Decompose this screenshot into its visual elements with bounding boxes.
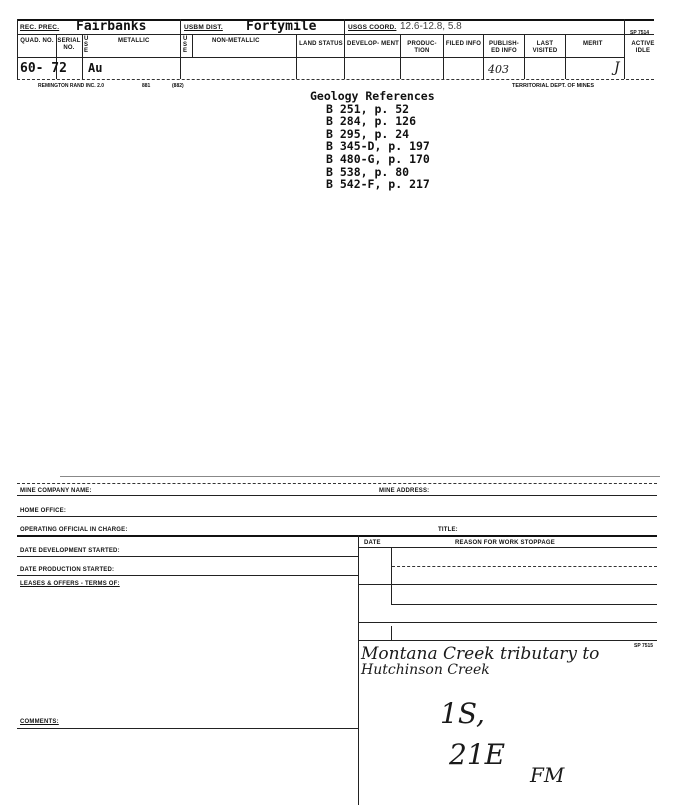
date-label: DATE (364, 540, 381, 546)
handwritten-meridian: FM (530, 763, 565, 787)
reference-item: B 538, p. 80 (326, 164, 410, 179)
header-vline (624, 19, 625, 79)
date-production-label: DATE PRODUCTION STARTED: (20, 567, 115, 573)
header-label-rule (17, 57, 625, 58)
lower-rule (17, 516, 657, 517)
non-metallic-label: NON-METALLIC (212, 38, 260, 44)
printer-code-2: (882) (172, 83, 184, 89)
usbm-dist-label: USBM DIST. (184, 24, 223, 31)
stoppage-tick (391, 626, 392, 640)
filed-info-label: FILED INFO (445, 41, 482, 47)
metallic-value: Au (88, 61, 103, 75)
handwritten-line-1: Montana Creek tributary to (361, 644, 600, 664)
geology-references (310, 90, 435, 191)
leases-label: LEASES & OFFERS - TERMS OF: (20, 581, 120, 587)
header-vline (180, 19, 181, 79)
form-number-2: SP 7515 (634, 643, 654, 649)
header-vline (565, 34, 566, 79)
header-vline (296, 34, 297, 79)
stoppage-date-divider (391, 547, 392, 605)
mine-address-label: MINE ADDRESS: (379, 488, 430, 494)
stoppage-row (358, 640, 657, 641)
reference-item: B 284, p. 126 (326, 114, 417, 129)
form-number: SP 7514 (630, 30, 650, 36)
usbm-dist-value: Fortymile (246, 19, 317, 34)
use-label-non-metallic: U S E (183, 36, 188, 54)
handwritten-township: 1S, (440, 697, 485, 730)
reference-item: B 295, p. 24 (326, 126, 410, 141)
header-vline (192, 34, 193, 58)
date-development-label: DATE DEVELOPMENT STARTED: (20, 548, 120, 554)
header-bottom-rule (17, 79, 654, 80)
handwritten-range: 21E (449, 738, 506, 771)
usgs-coord-value: 12.6-12.8, 5.8 (400, 21, 462, 32)
header-row-rule (17, 34, 654, 35)
active-value: J (614, 60, 620, 76)
stoppage-row (392, 566, 657, 567)
lower-rule (17, 728, 358, 729)
serial-no-label: SERIAL NO. (57, 38, 81, 51)
published-info-value: 403 (488, 63, 509, 76)
handwritten-line-2: Hutchinson Creek (361, 662, 490, 678)
published-info-label: PUBLISH- ED INFO (489, 41, 519, 54)
stoppage-row (358, 584, 657, 585)
lower-dash-rule (17, 483, 657, 484)
stoppage-row (358, 547, 657, 548)
stoppage-row (358, 622, 657, 623)
stoppage-row (392, 604, 657, 605)
last-visited-label: LAST VISITED (532, 41, 558, 54)
printer-code-1: 881 (142, 83, 151, 89)
lower-rule (17, 575, 358, 576)
reference-item: B 542-F, p. 217 (326, 177, 430, 192)
agency-name: TERRITORIAL DEPT. OF MINES (512, 83, 594, 89)
usgs-coord-label: USGS COORD. (348, 24, 397, 31)
lower-top-rule (60, 476, 660, 477)
mine-company-name-label: MINE COMPANY NAME: (20, 488, 92, 494)
header-vline (344, 19, 345, 79)
home-office-label: HOME OFFICE: (20, 508, 67, 514)
metallic-label: METALLIC (118, 38, 150, 44)
quad-serial-value: 60- 72 (20, 61, 67, 76)
reference-item: B 251, p. 52 (326, 101, 410, 116)
lower-rule (17, 535, 657, 537)
lower-rule (17, 495, 657, 496)
development-label: DEVELOP- MENT (347, 41, 399, 47)
stoppage-box-left (358, 535, 359, 805)
operating-official-label: OPERATING OFFICIAL IN CHARGE: (20, 527, 128, 533)
references-title: Geology References (310, 89, 435, 103)
header-vline (82, 34, 83, 79)
production-label: PRODUC- TION (407, 41, 437, 54)
printer-line: REMINGTON RAND INC. 2.0 (38, 83, 105, 89)
rec-prec-value: Fairbanks (76, 19, 147, 34)
title-label: TITLE: (438, 527, 458, 533)
lower-rule (17, 556, 358, 557)
active-idle-label: ACTIVE IDLE (631, 41, 655, 54)
reference-item: B 345-D, p. 197 (326, 139, 430, 154)
header-vline (17, 19, 18, 79)
quad-no-label: QUAD. NO. (20, 38, 54, 44)
merit-label: MERIT (583, 41, 603, 47)
reference-item: B 480-G, p. 170 (326, 151, 430, 166)
use-label-metallic: U S E (84, 36, 89, 54)
reason-label: REASON FOR WORK STOPPAGE (455, 540, 555, 546)
comments-label: COMMENTS: (20, 719, 59, 725)
rec-prec-label: REC. PREC. (20, 24, 60, 31)
land-status-label: LAND STATUS (299, 41, 343, 47)
